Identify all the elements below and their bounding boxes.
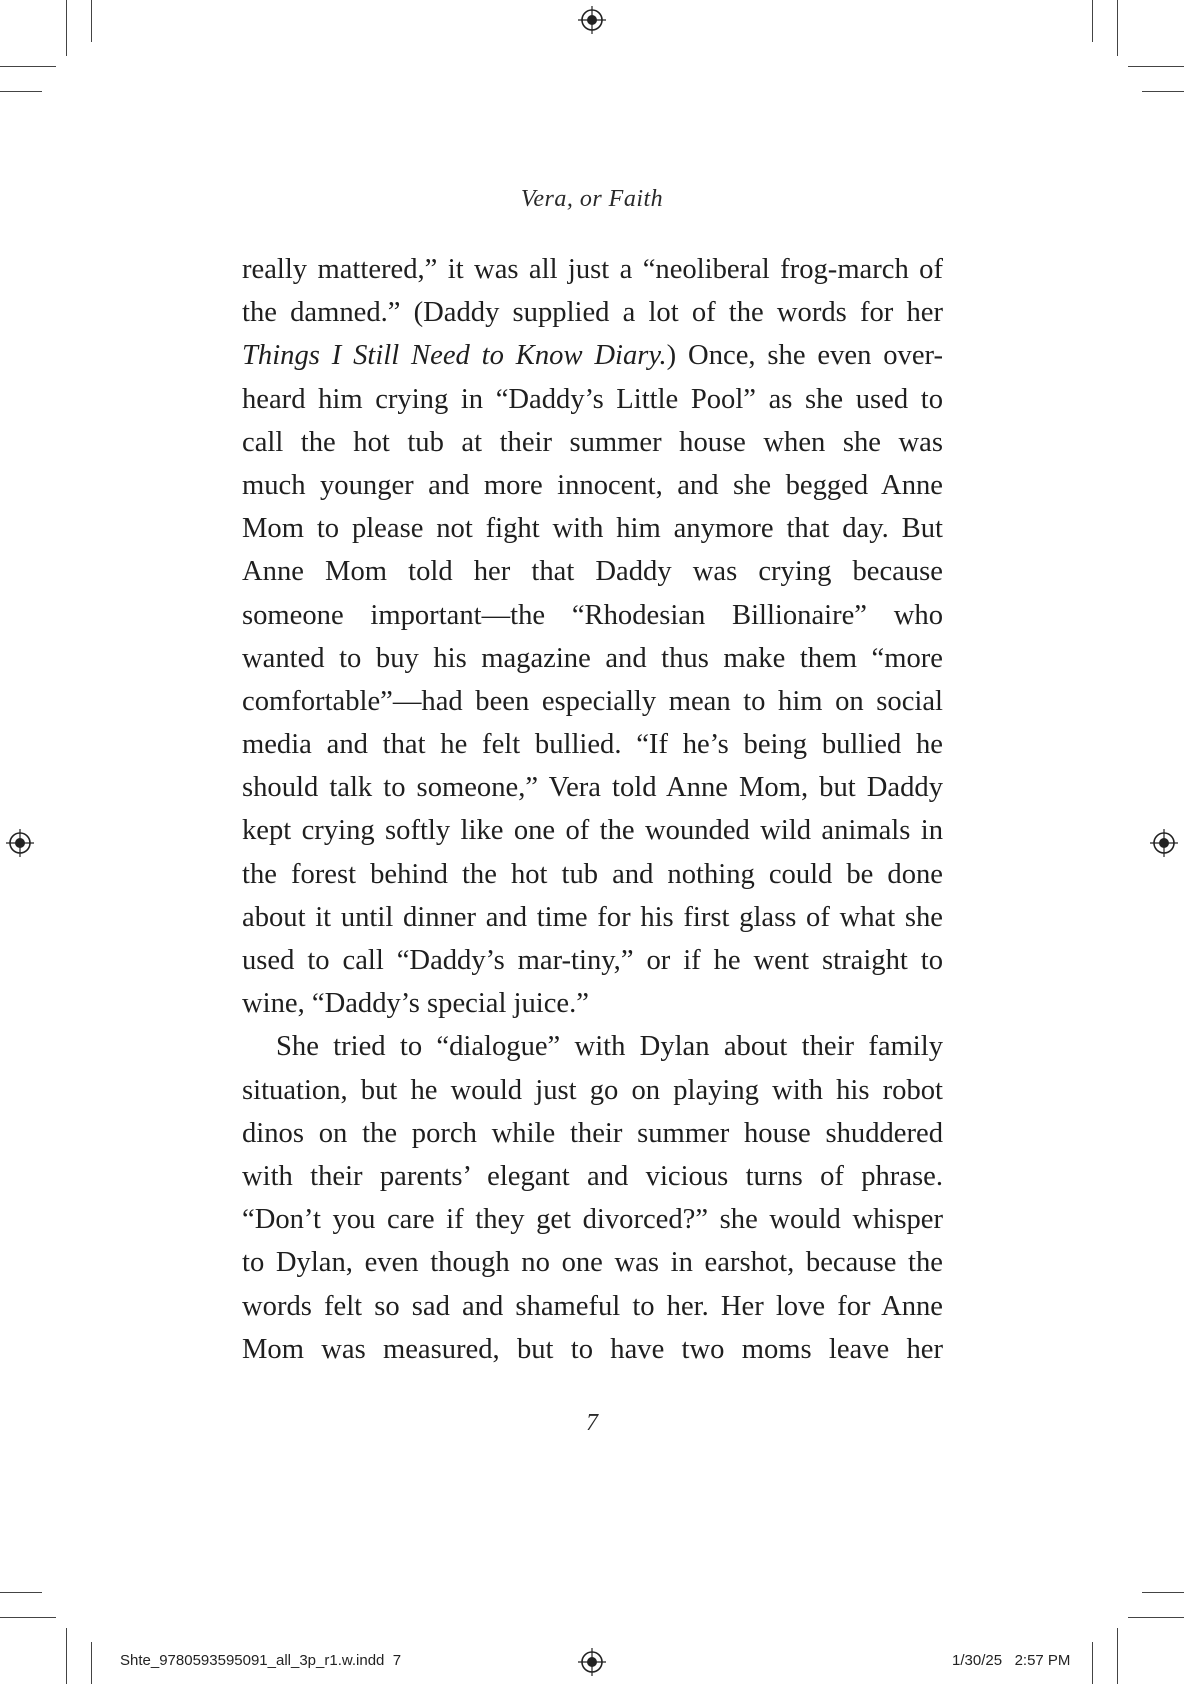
registration-mark-icon xyxy=(1150,829,1178,857)
crop-mark-top-left-horizontal-inner xyxy=(0,91,42,92)
page-number: 7 xyxy=(586,1410,598,1436)
text-line xyxy=(242,334,943,377)
text-run: heard him crying in “Daddy’s Little Pool” as she used to xyxy=(242,383,943,415)
crop-mark-bottom-right-vertical-outer xyxy=(1117,1628,1118,1684)
text-run: wine, “Daddy’s special juice.” xyxy=(242,988,589,1020)
text-run: Mom was measured, but to have two moms leave her xyxy=(242,1333,943,1365)
text-run: someone important—the “Rhodesian Billionaire” who xyxy=(242,599,943,631)
slug-datetime xyxy=(952,1652,1070,1669)
text-line xyxy=(242,637,943,680)
text-line xyxy=(242,809,943,852)
text-run: really mattered,” it was all just a “neoliberal frog-march of xyxy=(242,254,943,285)
crop-mark-top-left-vertical-outer xyxy=(66,0,67,56)
crop-mark-top-right-horizontal-inner xyxy=(1142,91,1184,92)
text-line xyxy=(242,939,943,982)
crop-mark-bottom-left-vertical-outer xyxy=(66,1628,67,1684)
text-run: much younger and more innocent, and she begged Anne xyxy=(242,469,943,501)
text-run: with their parents’ elegant and vicious turns of phrase. xyxy=(242,1160,943,1192)
text-line xyxy=(242,1025,943,1068)
text-run: “Don’t you care if they get divorced?” she would whisper xyxy=(242,1204,943,1236)
crop-mark-top-right-vertical-inner xyxy=(1092,0,1093,42)
crop-mark-bottom-left-horizontal-inner xyxy=(0,1592,42,1593)
text-run: words felt so sad and shameful to her. Her love for Anne xyxy=(242,1290,943,1322)
text-line xyxy=(242,421,943,464)
text-run: the forest behind the hot tub and nothing could be done xyxy=(242,858,943,890)
text-run: media and that he felt bullied. “If he’s being bullied he xyxy=(242,729,943,761)
text-run: She tried to “dialogue” with Dylan about their family xyxy=(276,1031,943,1063)
crop-mark-top-left-horizontal-outer xyxy=(0,66,56,67)
text-line xyxy=(242,1112,943,1155)
text-run: comfortable”—had been especially mean to him on social xyxy=(242,685,943,717)
text-line xyxy=(242,464,943,507)
text-run: to Dylan, even though no one was in earshot, because the xyxy=(242,1247,943,1279)
text-line xyxy=(242,550,943,593)
text-run: situation, but he would just go on playing with his robot xyxy=(242,1074,943,1106)
text-run: dinos on the porch while their summer house shuddered xyxy=(242,1117,943,1149)
text-line xyxy=(242,766,943,809)
text-line xyxy=(242,1328,943,1371)
crop-mark-top-left-vertical-inner xyxy=(91,0,92,42)
text-run: about it until dinner and time for his first glass of what she xyxy=(242,901,943,933)
slug-filename xyxy=(120,1652,401,1669)
registration-mark-icon xyxy=(6,829,34,857)
registration-mark-icon xyxy=(578,1648,606,1676)
text-line xyxy=(242,723,943,766)
text-line xyxy=(242,1069,943,1112)
registration-mark-icon xyxy=(578,6,606,34)
text-run: should talk to someone,” Vera told Anne Mom, but Daddy xyxy=(242,772,943,804)
crop-mark-bottom-left-horizontal-outer xyxy=(0,1617,56,1618)
text-line xyxy=(242,982,943,1025)
body-text xyxy=(242,248,943,1371)
text-line xyxy=(242,1155,943,1198)
text-line xyxy=(242,248,943,291)
crop-mark-bottom-right-horizontal-outer xyxy=(1128,1617,1184,1618)
slug-page-number: 7 xyxy=(392,1652,402,1669)
text-line xyxy=(242,378,943,421)
running-head: Vera, or Faith xyxy=(520,186,664,212)
text-line xyxy=(242,291,943,334)
text-run: ) Once, she even over- xyxy=(666,340,943,372)
crop-mark-top-right-horizontal-outer xyxy=(1128,66,1184,67)
text-line xyxy=(242,680,943,723)
text-run: Mom to please not fight with him anymore that day. But xyxy=(242,513,943,545)
text-line xyxy=(242,896,943,939)
text-run: the damned.” (Daddy supplied a lot of the words for her xyxy=(242,297,943,329)
text-line xyxy=(242,594,943,637)
text-line xyxy=(242,1241,943,1284)
text-run: used to call “Daddy’s mar-tiny,” or if he went straight to xyxy=(242,945,943,976)
text-run: wanted to buy his magazine and thus make them “more xyxy=(242,642,943,674)
slug-time: 2:57 PM xyxy=(1014,1652,1071,1669)
crop-mark-bottom-left-vertical-inner xyxy=(91,1642,92,1684)
crop-mark-bottom-right-horizontal-inner xyxy=(1142,1592,1184,1593)
slug-date: 1/30/25 xyxy=(952,1652,1003,1669)
text-run: Anne Mom told her that Daddy was crying because xyxy=(242,556,943,588)
text-run: call the hot tub at their summer house when she was xyxy=(242,426,943,458)
text-run: kept crying softly like one of the wounded wild animals in xyxy=(242,815,943,847)
text-line xyxy=(242,1285,943,1328)
crop-mark-top-right-vertical-outer xyxy=(1117,0,1118,56)
text-line xyxy=(242,1198,943,1241)
slug-filename-text: Shte_9780593595091_all_3p_r1.w.indd xyxy=(120,1652,385,1669)
text-line xyxy=(242,853,943,896)
crop-mark-bottom-right-vertical-inner xyxy=(1092,1642,1093,1684)
italic-title: Things I Still Need to Know Diary. xyxy=(242,340,667,372)
text-line xyxy=(242,507,943,550)
